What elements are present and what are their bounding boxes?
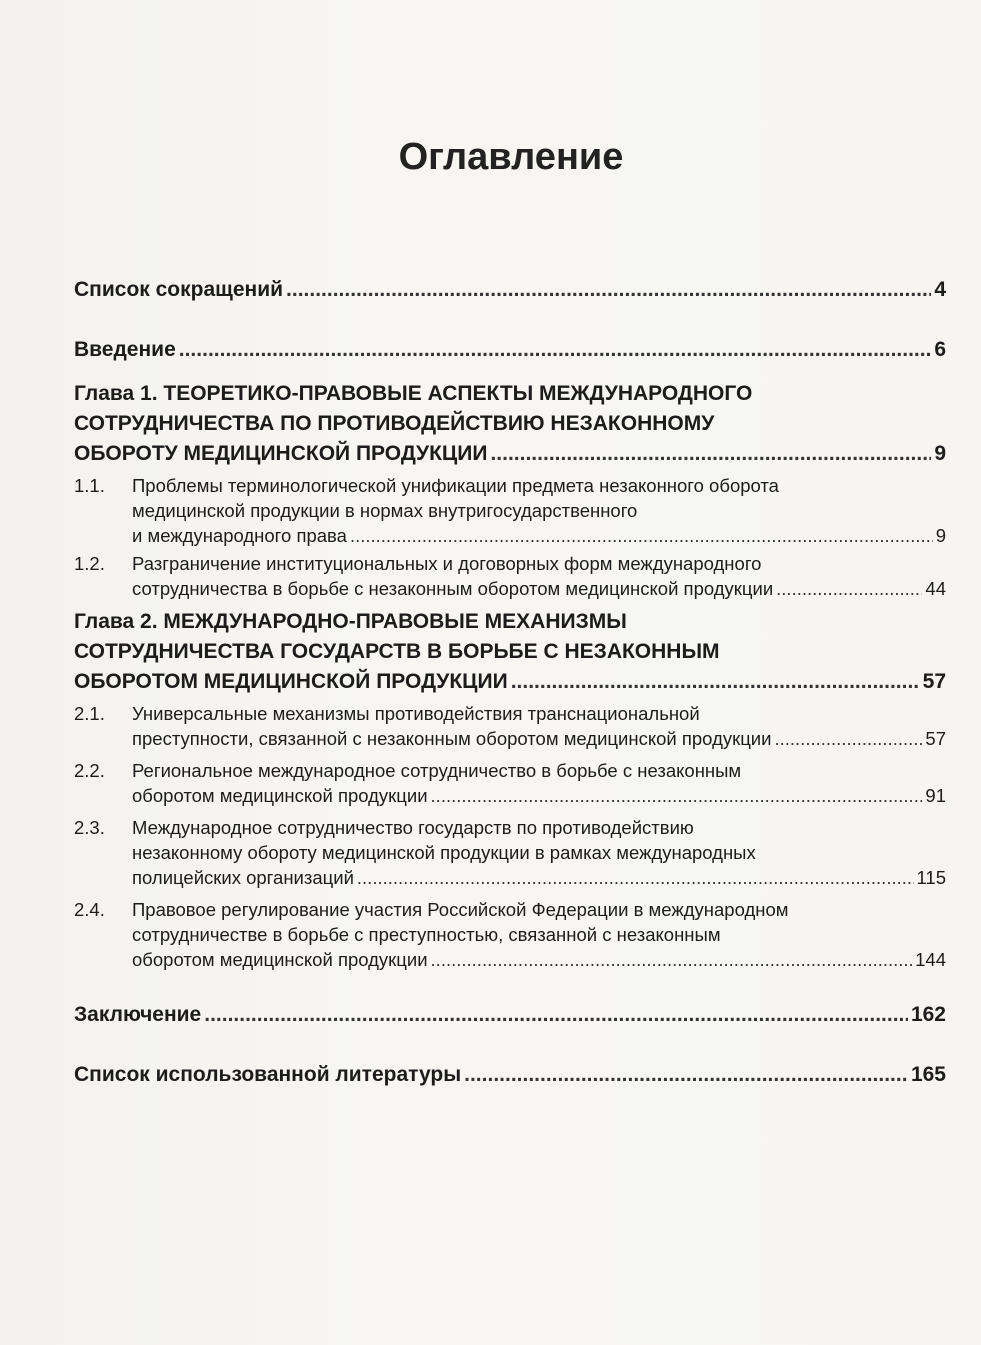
toc-page-number: 9 bbox=[935, 525, 946, 546]
toc-entry-line: Правовое регулирование участия Российской Федерации в международном bbox=[132, 899, 789, 920]
toc-entry-introduction[interactable] bbox=[74, 335, 946, 365]
section-number: 2.4. bbox=[74, 899, 105, 920]
page-title: Оглавление bbox=[398, 136, 624, 178]
toc-entry-label: Заключение bbox=[74, 1003, 202, 1026]
toc-page-number: 115 bbox=[916, 867, 946, 888]
section-number: 1.1. bbox=[74, 475, 105, 496]
dot-leader bbox=[350, 523, 933, 548]
toc-entry-line: Универсальные механизмы противодействия транснациональной bbox=[132, 703, 700, 724]
dot-leader bbox=[431, 783, 923, 808]
toc-entry-label: сотрудничества в борьбе с незаконным оборотом медицинской продукции bbox=[132, 578, 774, 599]
toc-entry-label: ОБОРОТОМ МЕДИЦИНСКОЙ ПРОДУКЦИИ bbox=[74, 670, 508, 693]
toc-entry-abbreviations[interactable] bbox=[74, 275, 946, 305]
toc-section-1-1[interactable] bbox=[74, 473, 946, 548]
toc-entry-line: медицинской продукции в нормах внутригосударственного bbox=[132, 500, 638, 521]
toc-entry-line: сотрудничестве в борьбе с преступностью, связанной с незаконным bbox=[132, 924, 721, 945]
toc-entry-line: незаконному обороту медицинской продукции в рамках международных bbox=[132, 842, 756, 863]
toc-entry-line: Разграничение институциональных и договорных форм международного bbox=[132, 553, 762, 574]
toc-entry-label: оборотом медицинской продукции bbox=[132, 785, 428, 806]
toc-entry-line: Проблемы терминологической унификации предмета незаконного оборота bbox=[132, 475, 779, 496]
toc-page-number: 91 bbox=[925, 785, 946, 806]
toc-section-2-2[interactable] bbox=[74, 758, 946, 808]
toc-section-2-1[interactable] bbox=[74, 701, 946, 751]
section-number: 2.3. bbox=[74, 817, 105, 838]
dot-leader bbox=[776, 576, 922, 601]
toc-page-number: 4 bbox=[934, 278, 946, 301]
table-of-contents bbox=[74, 275, 946, 1090]
section-number: 2.2. bbox=[74, 760, 105, 781]
toc-section-1-2[interactable] bbox=[74, 551, 946, 601]
toc-page-number: 57 bbox=[925, 728, 946, 749]
toc-entry-line: Глава 1. ТЕОРЕТИКО-ПРАВОВЫЕ АСПЕКТЫ МЕЖДУНАРОДНОГО bbox=[74, 382, 753, 405]
section-number: 2.1. bbox=[74, 703, 105, 724]
dot-leader bbox=[774, 726, 922, 751]
dot-leader bbox=[431, 947, 913, 972]
dot-leader bbox=[204, 1000, 908, 1030]
toc-page-number: 57 bbox=[922, 670, 946, 693]
toc-page-number: 6 bbox=[934, 338, 946, 361]
dot-leader bbox=[511, 667, 920, 697]
dot-leader bbox=[286, 275, 931, 305]
dot-leader bbox=[464, 1060, 908, 1090]
toc-entry-line: СОТРУДНИЧЕСТВА ПО ПРОТИВОДЕЙСТВИЮ НЕЗАКОННОМУ bbox=[74, 412, 715, 435]
toc-entry-label: и международного права bbox=[132, 525, 347, 546]
toc-entry-line: СОТРУДНИЧЕСТВА ГОСУДАРСТВ В БОРЬБЕ С НЕЗАКОННЫМ bbox=[74, 640, 720, 663]
section-number: 1.2. bbox=[74, 553, 105, 574]
toc-page-number: 162 bbox=[910, 1003, 946, 1026]
toc-entry-bibliography[interactable] bbox=[74, 1060, 946, 1090]
toc-entry-label: Введение bbox=[74, 338, 176, 361]
toc-entry-line: Глава 2. МЕЖДУНАРОДНО-ПРАВОВЫЕ МЕХАНИЗМЫ bbox=[74, 610, 627, 633]
toc-entry-chapter-1[interactable] bbox=[74, 379, 946, 469]
dot-leader bbox=[490, 439, 931, 469]
toc-entry-label: ОБОРОТУ МЕДИЦИНСКОЙ ПРОДУКЦИИ bbox=[74, 442, 488, 465]
toc-section-2-3[interactable] bbox=[74, 815, 946, 890]
toc-entry-line: Региональное международное сотрудничество в борьбе с незаконным bbox=[132, 760, 742, 781]
toc-entry-label: преступности, связанной с незаконным оборотом медицинской продукции bbox=[132, 728, 772, 749]
toc-entry-chapter-2[interactable] bbox=[74, 607, 946, 697]
toc-entry-label: оборотом медицинской продукции bbox=[132, 949, 428, 970]
toc-page-number: 144 bbox=[915, 949, 946, 970]
toc-entry-label: Список сокращений bbox=[74, 278, 284, 301]
toc-page-number: 44 bbox=[925, 578, 946, 599]
toc-entry-label: Список использованной литературы bbox=[74, 1063, 462, 1086]
toc-entry-conclusion[interactable] bbox=[74, 1000, 946, 1030]
toc-page-number: 9 bbox=[934, 442, 946, 465]
toc-entry-line: Международное сотрудничество государств по противодействию bbox=[132, 817, 694, 838]
dot-leader bbox=[179, 335, 932, 365]
toc-page-number: 165 bbox=[910, 1063, 946, 1086]
dot-leader bbox=[357, 865, 914, 890]
toc-entry-label: полицейских организаций bbox=[132, 867, 354, 888]
toc-section-2-4[interactable] bbox=[74, 897, 946, 972]
